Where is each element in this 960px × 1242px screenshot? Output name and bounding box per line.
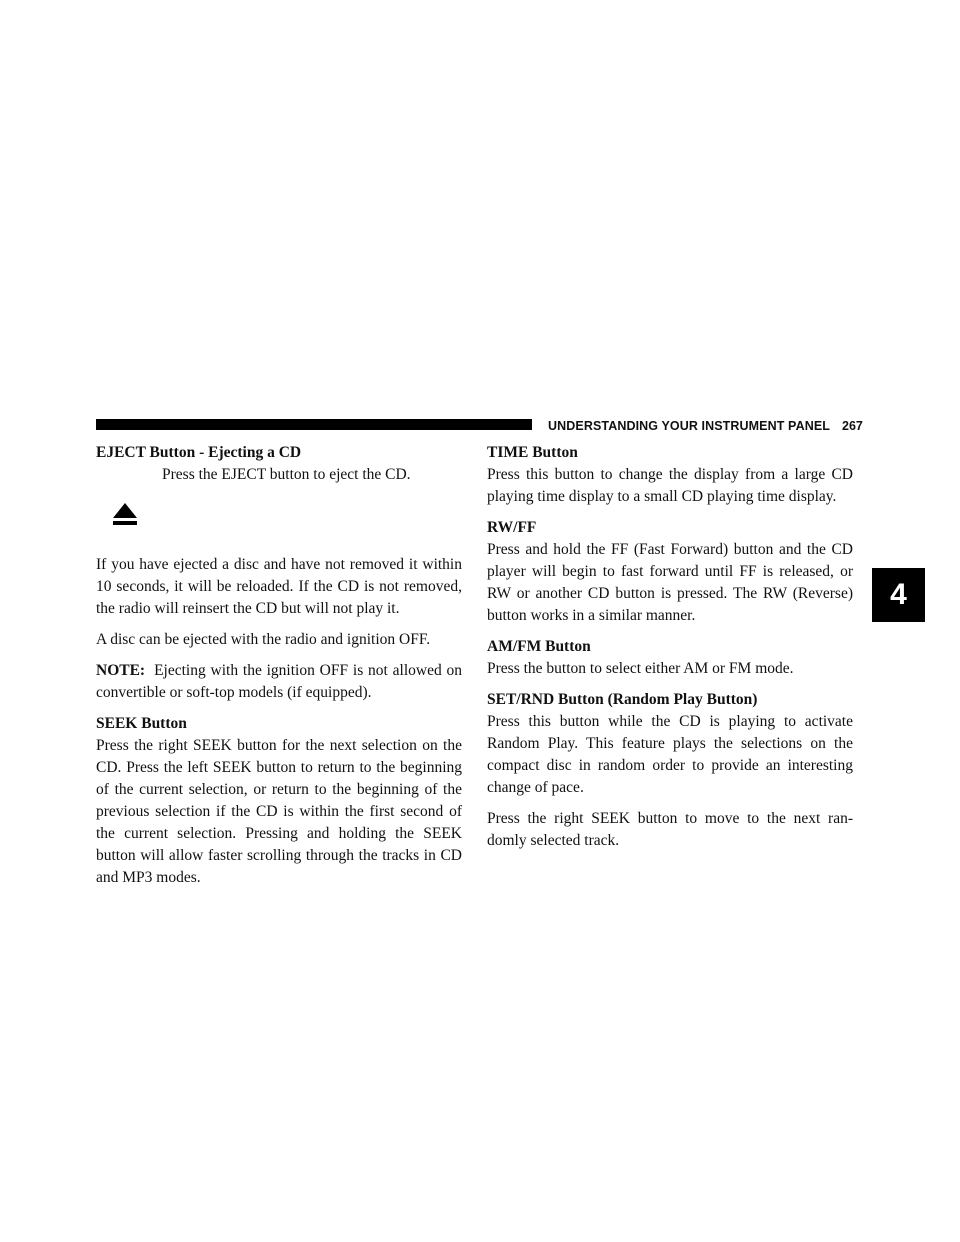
section-title: UNDERSTANDING YOUR INSTRUMENT PANEL xyxy=(548,419,830,433)
note-label: NOTE: xyxy=(96,662,146,679)
seek-heading: SEEK Button xyxy=(96,715,187,732)
right-column xyxy=(487,442,853,852)
seek-text: Press the right SEEK button for the next selection on the CD. Press the left SEEK button to return to the beginning of the current selection, or return to the beginning of the previous selection if the CD is within the first second of the current selection. Pressing and holding the SEEK button will allow faster scrolling through the tracks in CD and MP3 modes. xyxy=(96,737,462,886)
time-text: Press this button to change the display from a large CD playing time display to a small CD playing time display. xyxy=(487,466,853,505)
amfm-text: Press the button to select either AM or FM mode. xyxy=(487,660,794,677)
header-rule xyxy=(96,419,532,430)
eject-heading: EJECT Button - Ejecting a CD xyxy=(96,444,302,461)
page-number: 267 xyxy=(842,419,863,433)
eject-off-paragraph: A disc can be ejected with the radio and ignition OFF. xyxy=(96,631,431,648)
setrnd-seek-text: Press the right SEEK button to move to the next ran-domly selected track. xyxy=(487,810,853,849)
rwff-heading: RW/FF xyxy=(487,519,537,536)
rwff-text: Press and hold the FF (Fast Forward) button and the CD player will begin to fast forward until FF is released, or RW or another CD button is pressed. The RW (Reverse) button works in a similar manner. xyxy=(487,541,853,624)
note-paragraph xyxy=(96,660,462,704)
eject-icon xyxy=(112,502,138,526)
chapter-tab: 4 xyxy=(872,568,925,622)
note-text: Ejecting with the ignition OFF is not allowed on convertible or soft-top models (if equipped). xyxy=(96,662,462,701)
reload-paragraph: If you have ejected a disc and have not removed it within 10 seconds, it will be reloaded. If the CD is not removed, the radio will reinsert the CD but will not play it. xyxy=(96,556,462,617)
setrnd-text: Press this button while the CD is playing to activate Random Play. This feature plays the selections on the compact disc in random order to provide an interesting change of pace. xyxy=(487,713,853,796)
amfm-heading: AM/FM Button xyxy=(487,638,591,655)
time-heading: TIME Button xyxy=(487,444,578,461)
setrnd-heading: SET/RND Button (Random Play Button) xyxy=(487,691,758,708)
eject-block xyxy=(96,464,462,554)
eject-text: Press the EJECT button to eject the CD. xyxy=(162,466,411,483)
left-column xyxy=(96,442,462,889)
